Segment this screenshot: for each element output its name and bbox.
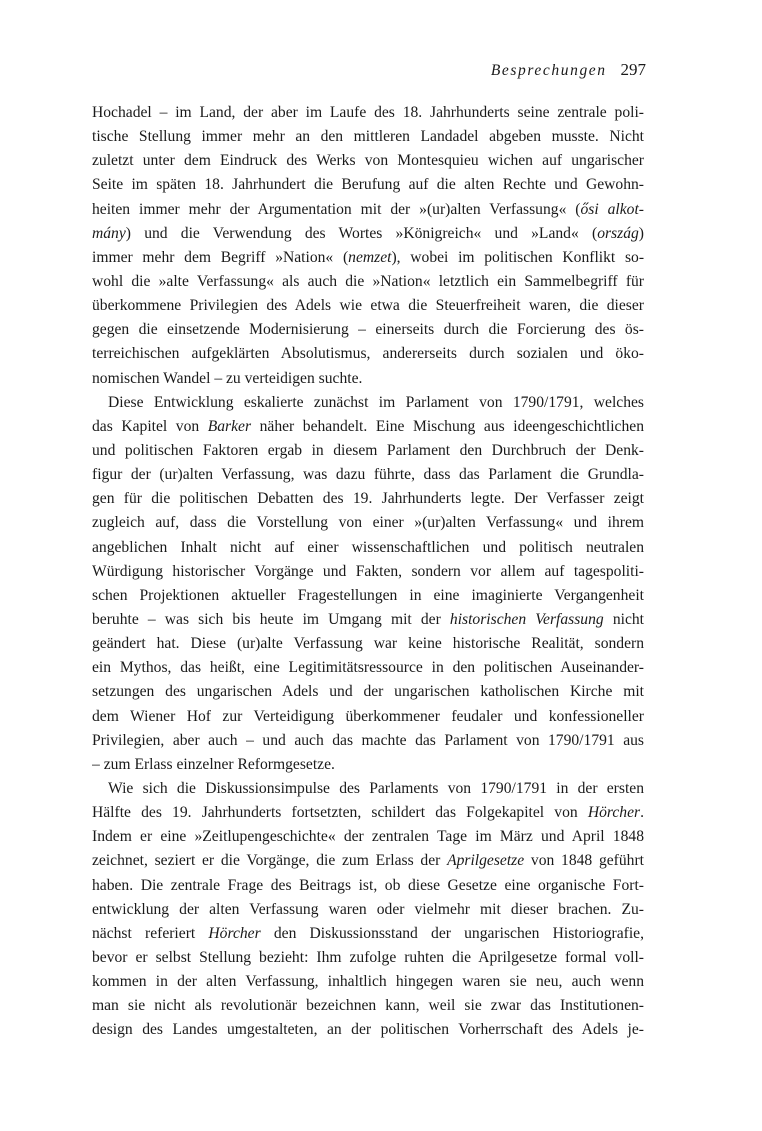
text-run: Privilegien, aber auch – und auch das machte das Parlament von 1790/1791 aus bbox=[92, 731, 644, 749]
text-run: zuletzt unter dem Eindruck des Werks von Montesquieu wichen auf ungarischer bbox=[92, 152, 644, 170]
paragraph bbox=[92, 101, 644, 391]
text-line bbox=[92, 367, 644, 391]
text-run: Wie sich die Diskussionsimpulse des Parlaments von 1790/1791 in der ersten bbox=[108, 779, 644, 797]
text-line bbox=[92, 246, 644, 270]
text-run: entwicklung der alten Verfassung waren oder vielmehr mit dieser brachen. Zu- bbox=[92, 900, 644, 918]
italic-text: Aprilgesetze bbox=[447, 852, 525, 870]
text-run: tische Stellung immer mehr an den mittleren Landadel abgeben musste. Nicht bbox=[92, 128, 644, 146]
running-title: Besprechungen bbox=[490, 62, 607, 79]
italic-text: Hörcher bbox=[587, 804, 641, 822]
text-run: näher behandelt. Eine Mischung aus ideengeschichtlichen bbox=[251, 417, 644, 435]
text-run: zeichnet, seziert er die Vorgänge, die zum Erlass der bbox=[92, 852, 448, 870]
text-run: ) und die Verwendung des Wortes »Königreich« und »Land« ( bbox=[125, 224, 598, 242]
text-run: beruhte – was sich bis heute im Umgang mit der bbox=[92, 610, 450, 628]
text-line bbox=[92, 922, 644, 946]
text-line bbox=[92, 511, 644, 535]
italic-text: Hörcher bbox=[208, 924, 261, 942]
text-run: haben. Die zentrale Frage des Beitrags ist, ob diese Gesetze eine organische Fort- bbox=[92, 876, 644, 894]
text-line bbox=[92, 656, 644, 680]
text-line bbox=[92, 270, 644, 294]
text-line bbox=[92, 391, 644, 415]
text-run: design des Landes umgestalteten, an der politischen Vorherrschaft des Adels je- bbox=[92, 1021, 644, 1039]
text-run: dem Wiener Hof zur Verteidigung überkommener feudaler und konfessioneller bbox=[92, 707, 644, 725]
text-run: zugleich auf, dass die Vorstellung von einer »(ur)alten Verfassung« und ihrem bbox=[92, 514, 644, 532]
text-run: man sie nicht als revolutionär bezeichnen kann, weil sie zwar das Institutionen- bbox=[92, 997, 644, 1015]
text-line bbox=[92, 584, 644, 608]
paragraph bbox=[92, 777, 644, 1043]
text-line bbox=[92, 439, 644, 463]
text-line bbox=[92, 608, 644, 632]
text-run: und politischen Faktoren ergab in diesem Parlament den Durchbruch der Denk- bbox=[92, 441, 644, 459]
text-line bbox=[92, 415, 644, 439]
text-run: Indem er eine »Zeitlupengeschichte« der zentralen Tage im März und April 1848 bbox=[92, 828, 644, 846]
text-line bbox=[92, 705, 644, 729]
text-run: Hälfte des 19. Jahrhunderts fortsetzten, schildert das Folgekapitel von bbox=[92, 804, 588, 822]
italic-text: Barker bbox=[207, 417, 252, 435]
text-line bbox=[92, 342, 644, 366]
paragraph bbox=[92, 391, 644, 777]
text-line bbox=[92, 149, 644, 173]
text-run: . bbox=[640, 804, 644, 822]
text-run: bevor er selbst Stellung bezieht: Ihm zufolge ruhten die Aprilgesetze formal voll- bbox=[92, 948, 644, 966]
text-line bbox=[92, 318, 644, 342]
text-line bbox=[92, 729, 644, 753]
text-line bbox=[92, 294, 644, 318]
text-run: – zum Erlass einzelner Reformgesetze. bbox=[92, 755, 335, 773]
text-run: ) bbox=[638, 224, 644, 242]
text-line bbox=[92, 753, 644, 777]
text-run: nächst referiert bbox=[92, 924, 209, 942]
text-run: terreichischen aufgeklärten Absolutismus, andererseits durch sozialen und öko- bbox=[92, 345, 644, 363]
text-line bbox=[92, 970, 644, 994]
text-line bbox=[92, 632, 644, 656]
text-line bbox=[92, 898, 644, 922]
text-run: immer mehr dem Begriff »Nation« ( bbox=[92, 248, 349, 266]
text-run: Diese Entwicklung eskalierte zunächst im Parlament von 1790/1791, welches bbox=[108, 393, 644, 411]
body-text bbox=[92, 101, 644, 1042]
italic-text: mány bbox=[92, 224, 126, 242]
text-run: angeblichen Inhalt nicht auf einer wissenschaftlichen und politisch neutralen bbox=[92, 538, 644, 556]
text-run: nomischen Wandel – zu verteidigen suchte. bbox=[92, 369, 363, 387]
text-line bbox=[92, 849, 644, 873]
text-line bbox=[92, 680, 644, 704]
text-line bbox=[92, 946, 644, 970]
text-line bbox=[92, 1018, 644, 1042]
text-line bbox=[92, 825, 644, 849]
text-run: gegen die einsetzende Modernisierung – einerseits durch die Forcierung des ös- bbox=[92, 321, 644, 339]
italic-text: ország bbox=[597, 224, 639, 242]
text-line bbox=[92, 801, 644, 825]
italic-text: ősi alkot- bbox=[580, 200, 644, 218]
running-head bbox=[491, 58, 646, 83]
text-run: Würdigung historischer Vorgänge und Fakten, sondern vor allem auf tagespoliti- bbox=[92, 562, 644, 580]
text-run: ein Mythos, das heißt, eine Legitimitätsressource in den politischen Auseinander- bbox=[92, 659, 644, 677]
text-line bbox=[92, 125, 644, 149]
italic-text: nemzet bbox=[348, 248, 392, 266]
text-run: setzungen des ungarischen Adels und der ungarischen katholischen Kirche mit bbox=[92, 683, 644, 701]
text-line bbox=[92, 101, 644, 125]
page-number: 297 bbox=[620, 60, 646, 79]
text-line bbox=[92, 994, 644, 1018]
text-line bbox=[92, 874, 644, 898]
text-run: überkommene Privilegien des Adels wie etwa die Steuerfreiheit waren, die dieser bbox=[92, 297, 644, 315]
text-run: gen für die politischen Debatten des 19. Jahrhunderts legte. Der Verfasser zeigt bbox=[92, 490, 644, 508]
text-run: den Diskussionsstand der ungarischen Historiografie, bbox=[260, 924, 644, 942]
text-run: Hochadel – im Land, der aber im Laufe des 18. Jahrhunderts seine zentrale poli- bbox=[92, 104, 644, 121]
text-line bbox=[92, 173, 644, 197]
text-run: kommen in der alten Verfassung, inhaltlich hingegen waren sie neu, auch wenn bbox=[92, 973, 644, 991]
text-run: von 1848 geführt bbox=[524, 852, 644, 870]
text-line bbox=[92, 777, 644, 801]
text-line bbox=[92, 198, 644, 222]
text-run: nicht bbox=[603, 610, 644, 628]
text-line bbox=[92, 536, 644, 560]
text-run: ), wobei im politischen Konflikt so- bbox=[391, 248, 644, 266]
text-run: schen Projektionen aktueller Fragestellungen in eine imaginierte Vergangenheit bbox=[92, 586, 644, 604]
text-run: das Kapitel von bbox=[92, 417, 208, 435]
text-line bbox=[92, 487, 644, 511]
text-run: Seite im späten 18. Jahrhundert die Berufung auf die alten Rechte und Gewohn- bbox=[92, 176, 644, 194]
text-line bbox=[92, 222, 644, 246]
text-line bbox=[92, 463, 644, 487]
text-run: figur der (ur)alten Verfassung, was dazu führte, dass das Parlament die Grundla- bbox=[92, 466, 644, 484]
text-run: geändert hat. Diese (ur)alte Verfassung war keine historische Realität, sondern bbox=[92, 635, 644, 653]
text-run: wohl die »alte Verfassung« als auch die »Nation« letztlich ein Sammelbegriff für bbox=[92, 272, 644, 290]
text-line bbox=[92, 560, 644, 584]
italic-text: historischen Verfassung bbox=[449, 610, 604, 628]
text-run: heiten immer mehr der Argumentation mit der »(ur)alten Verfassung« ( bbox=[92, 200, 581, 218]
